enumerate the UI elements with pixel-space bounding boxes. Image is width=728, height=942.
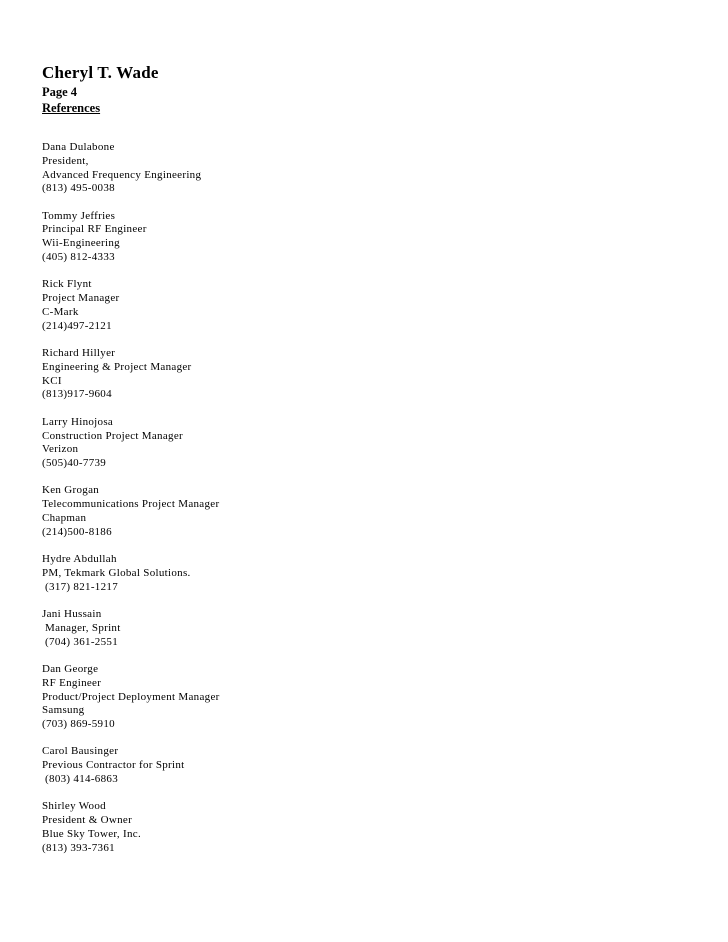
reference-phone: (813) 495-0038 [42,182,115,195]
reference-entry [42,745,682,786]
reference-entry [42,278,682,333]
reference-phone: (803) 414-6863 [42,772,118,785]
reference-name: Hydre Abdullah [42,553,117,566]
reference-name: Dan George [42,662,99,675]
reference-name: Jani Hussain [42,608,102,621]
reference-title: President & Owner [42,814,133,827]
reference-entry [42,347,682,402]
reference-name: Shirley Wood [42,800,106,813]
reference-phone: (704) 361-2551 [42,635,118,648]
reference-title: Product/Project Deployment Manager [42,690,220,703]
reference-company: Chapman [42,512,87,525]
section-title: References [42,101,101,115]
reference-title: Project Manager [42,292,120,305]
reference-title: Telecommunications Project Manager [42,498,220,511]
author-name: Cheryl T. Wade [42,63,159,82]
reference-title: Principal RF Engineer [42,223,147,236]
reference-name: Rick Flynt [42,278,92,291]
reference-title: RF Engineer [42,676,102,689]
reference-name: Dana Dulabone [42,141,115,153]
reference-entry [42,484,682,539]
reference-entry [42,141,682,196]
reference-phone: (405) 812-4333 [42,251,115,264]
reference-phone: (214)500-8186 [42,525,112,538]
page-number: Page 4 [42,85,78,99]
reference-name: Richard Hillyer [42,347,116,360]
reference-entry [42,663,682,732]
reference-name: Carol Bausinger [42,745,119,758]
reference-entry [42,608,682,649]
reference-phone: (703) 869-5910 [42,718,115,731]
reference-entry [42,210,682,265]
reference-company: Wii-Engineering [42,237,120,250]
reference-company: KCI [42,374,62,387]
reference-company: C-Mark [42,305,79,318]
reference-title: Previous Contractor for Sprint [42,759,185,772]
reference-phone: (813)917-9604 [42,388,112,401]
reference-phone: (214)497-2121 [42,319,112,332]
reference-title: PM, Tekmark Global Solutions. [42,566,191,579]
reference-entry [42,800,682,855]
reference-phone: (505)40-7739 [42,457,107,470]
reference-company: Advanced Frequency Engineering [42,168,202,181]
reference-name: Larry Hinojosa [42,415,114,428]
reference-name: Tommy Jeffries [42,209,116,222]
reference-phone: (813) 393-7361 [42,841,115,854]
reference-title: President, [42,154,89,167]
reference-title: Construction Project Manager [42,429,183,442]
reference-list [42,141,682,855]
document-page [42,62,682,869]
reference-title: Engineering & Project Manager [42,360,192,373]
reference-entry [42,553,682,594]
reference-company: Samsung [42,704,85,717]
reference-company: Blue Sky Tower, Inc. [42,827,141,840]
reference-company: Verizon [42,443,79,456]
reference-name: Ken Grogan [42,484,100,497]
reference-entry [42,416,682,471]
reference-title: Manager, Sprint [42,621,121,634]
reference-phone: (317) 821-1217 [42,580,118,593]
